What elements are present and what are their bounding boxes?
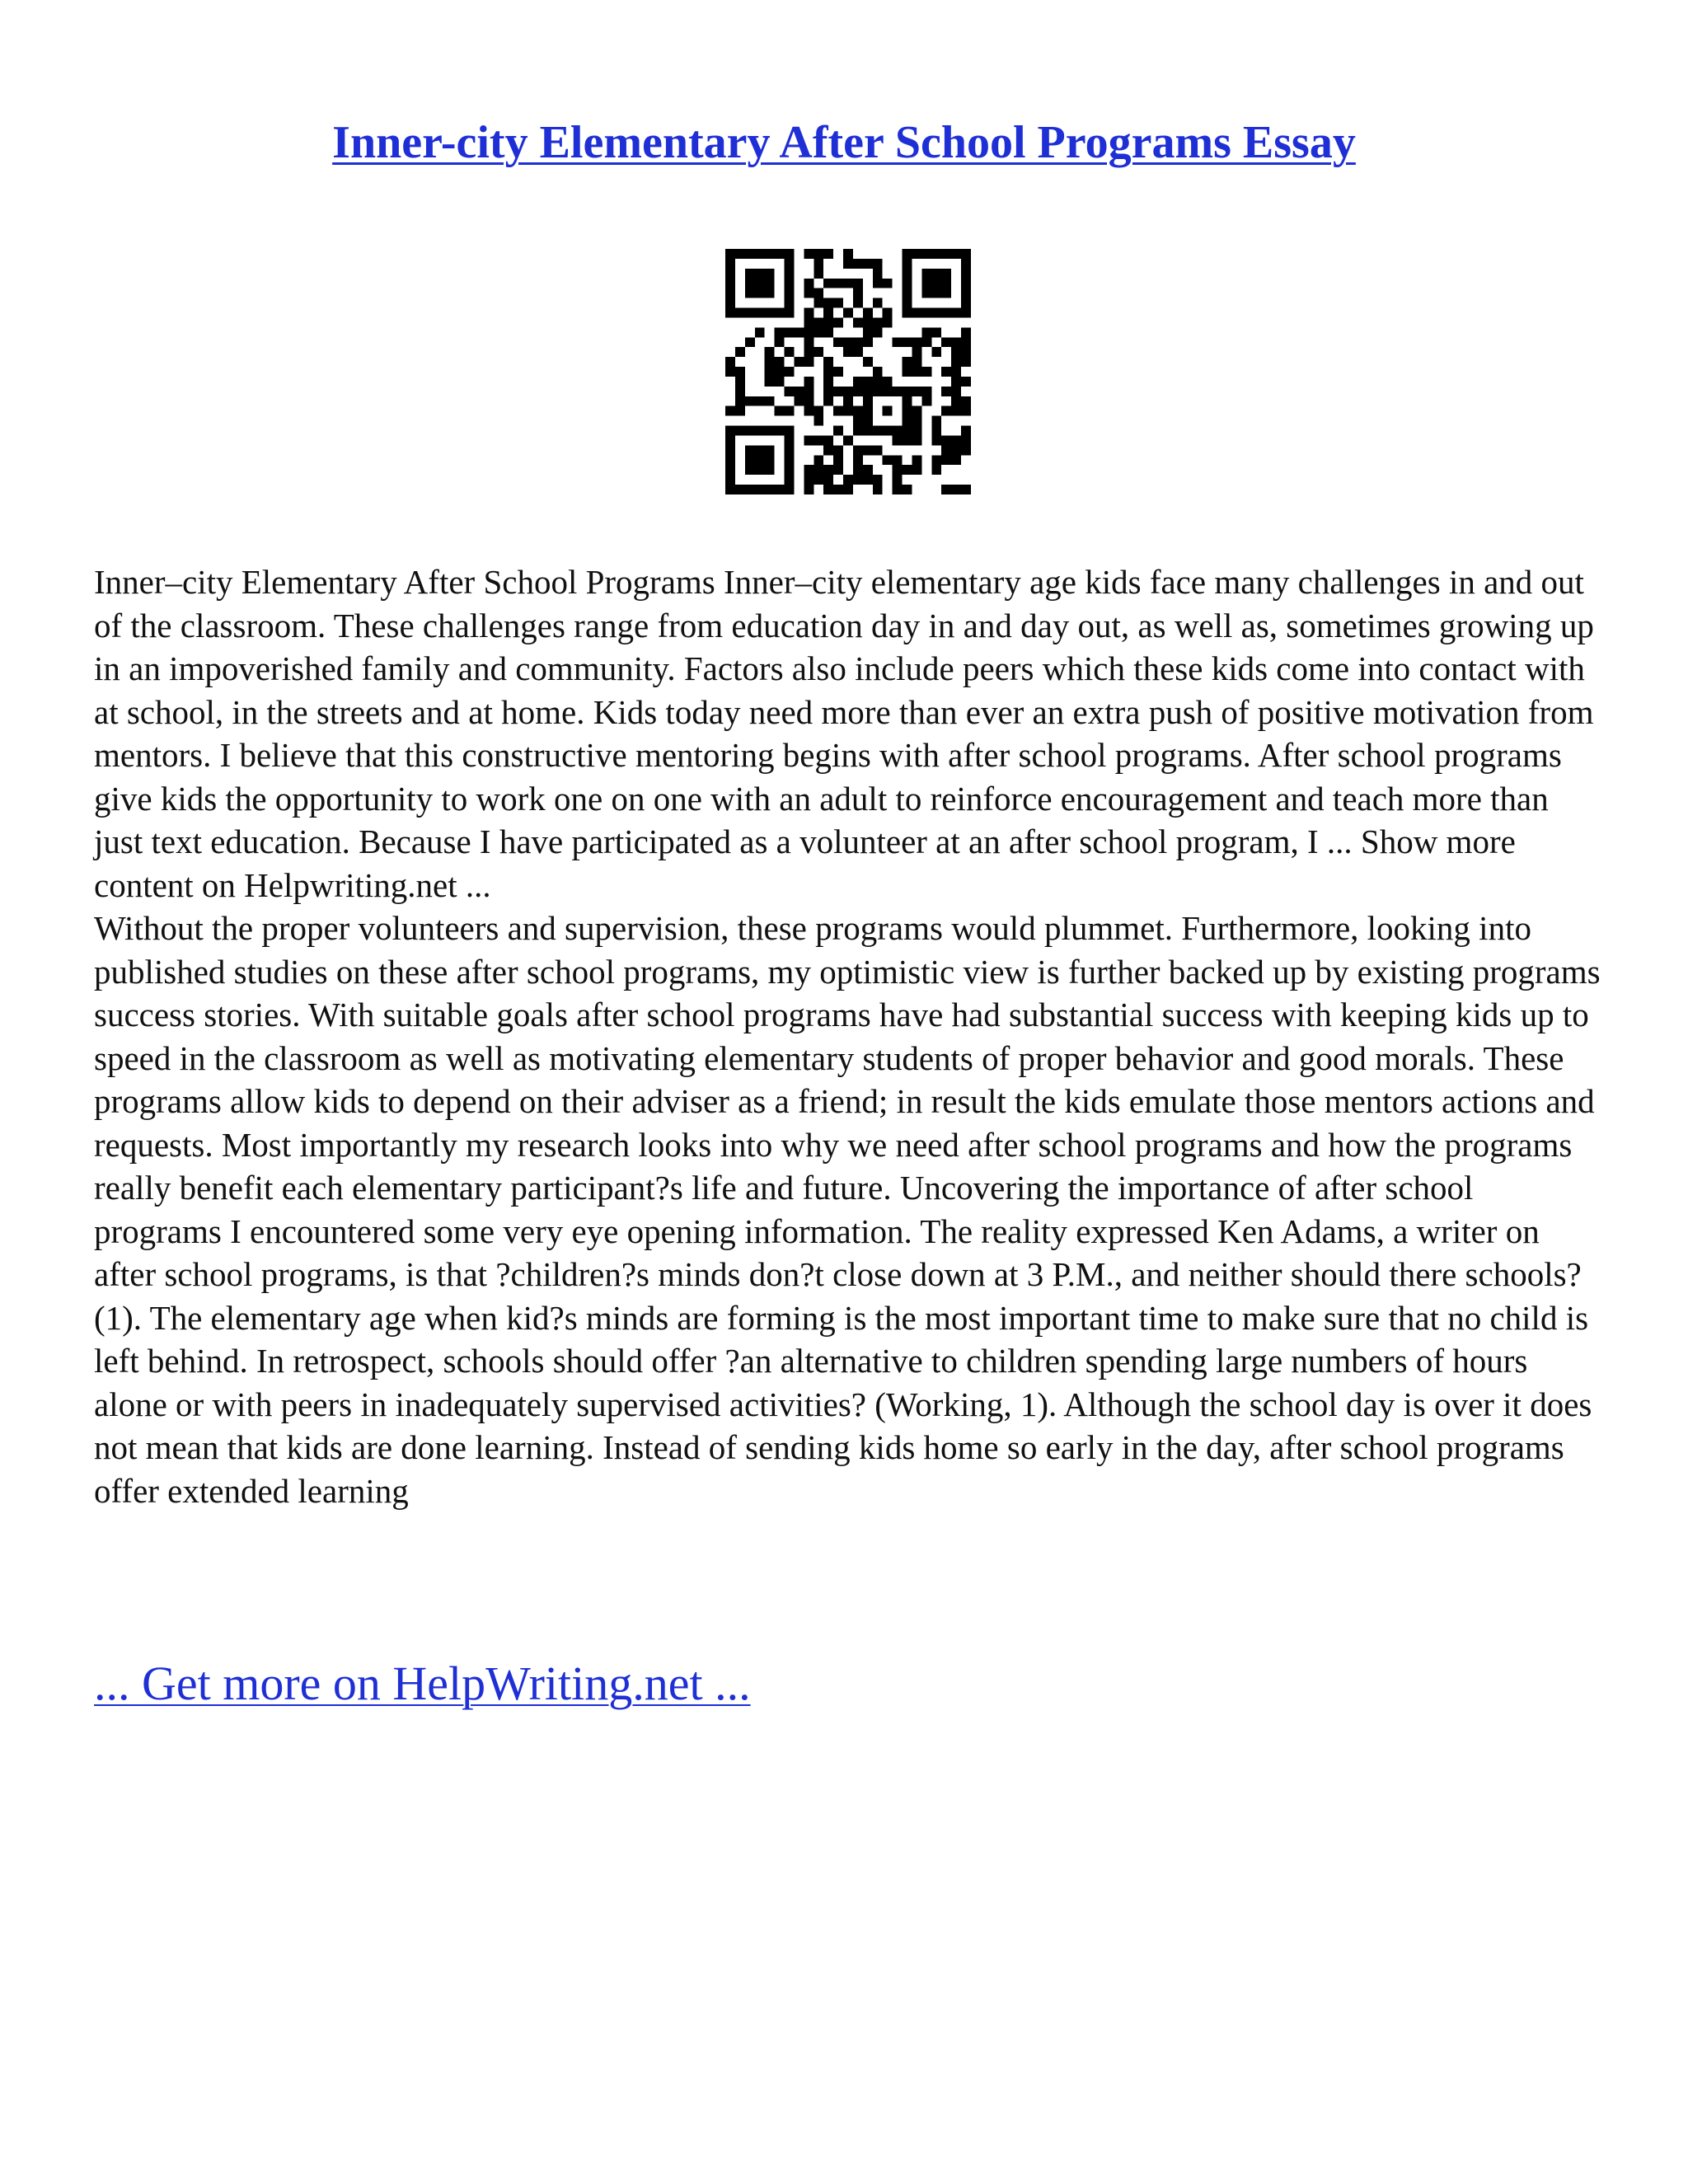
essay-body: [94, 560, 1602, 1512]
qr-code-icon: [725, 249, 971, 494]
essay-paragraph-2: Without the proper volunteers and supervision, these programs would plummet. Furthermore, looking into published studies on these after school programs, my optimistic view is further backed up by existing programs success stories. With suitable goals after school programs have had substantial success with keeping kids up to speed in the classroom as well as motivating elementary students of proper behavior and good morals. These programs allow kids to depend on their adviser as a friend; in result the kids emulate those mentors actions and requests. Most importantly my research looks into why we need after school programs and how the programs really benefit each elementary participant?s life and future. Uncovering the importance of after school programs I encountered some very eye opening information. The reality expressed Ken Adams, a writer on after school programs, is that ?children?s minds don?t close down at 3 P.M., and neither should there schools? (1). The elementary age when kid?s minds are forming is the most important time to make sure that no child is left behind. In retrospect, schools should offer ?an alternative to children spending large numbers of hours alone or with peers in inadequately supervised activities? (Working, 1). Although the school day is over it does not mean that kids are done learning. Instead of sending kids home so early in the day, after school programs offer extended learning: [94, 909, 1601, 1510]
page-title-link[interactable]: Inner-city Elementary After School Programs Essay: [332, 117, 1356, 168]
essay-paragraph-1: Inner–city Elementary After School Programs Inner–city elementary age kids face many challenges in and out of the classroom. These challenges range from education day in and day out, as well as, sometimes growing up in an impoverished family and community. Factors also include peers which these kids come into contact with at school, in the streets and at home. Kids today need more than ever an extra push of positive motivation from mentors. I believe that this constructive mentoring begins with after school programs. After school programs give kids the opportunity to work one on one with an adult to reinforce encouragement and teach more than just text education. Because I have participated as a volunteer at an after school program, I ... Show more content on Helpwriting.net ...: [94, 563, 1594, 904]
get-more-link[interactable]: ... Get more on HelpWriting.net ...: [94, 1657, 751, 1710]
